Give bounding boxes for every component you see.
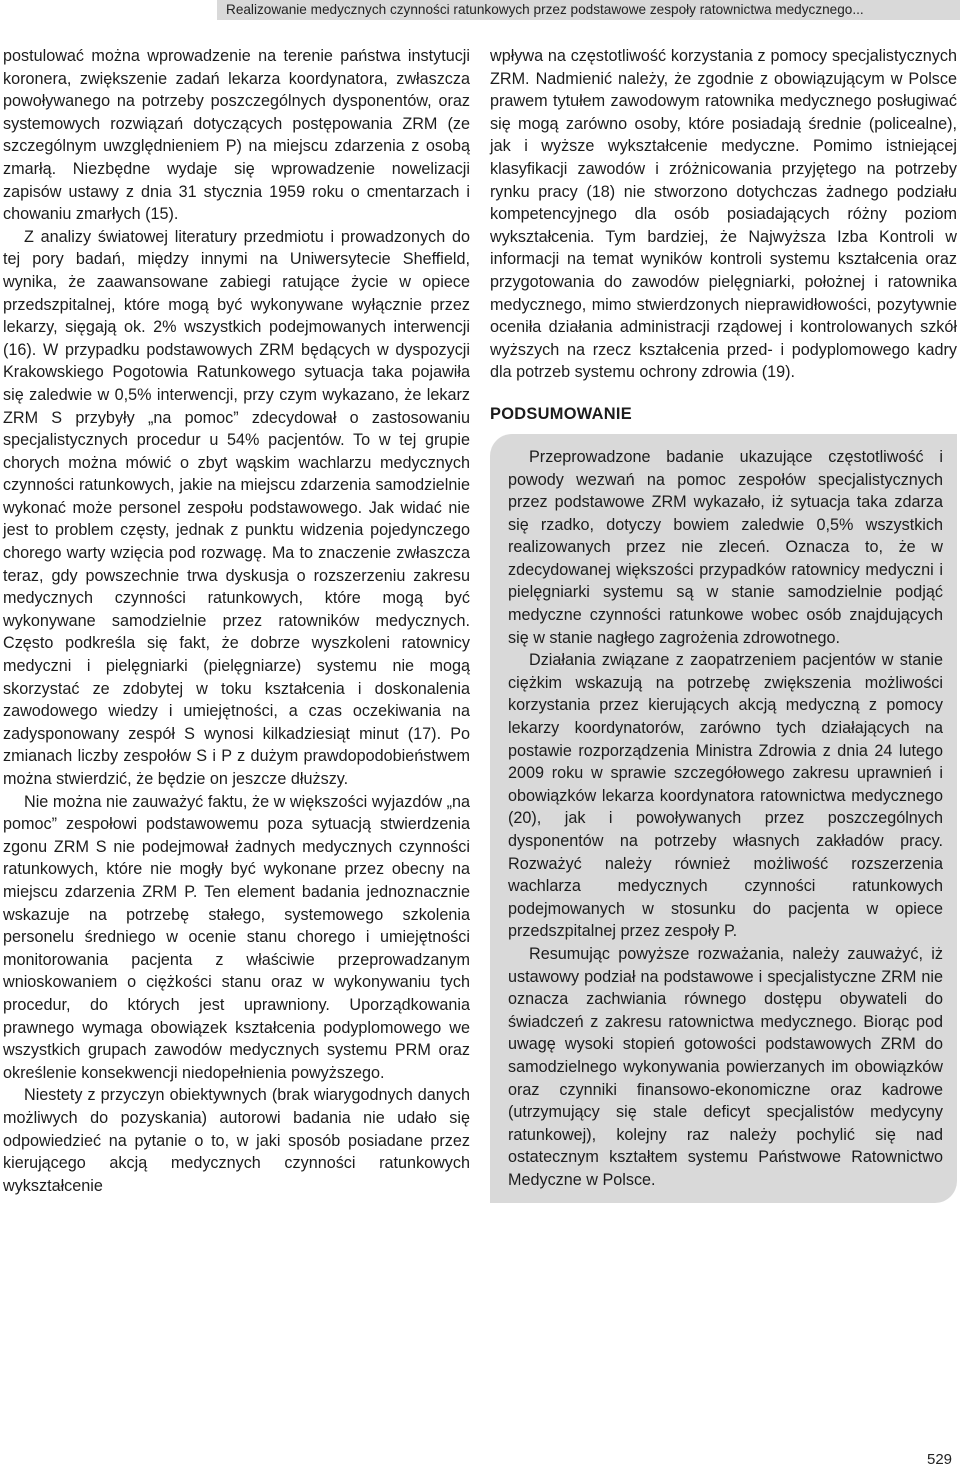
section-title: PODSUMOWANIE	[490, 404, 633, 423]
paragraph: wpływa na częstotliwość korzystania z pomocy specjalistycznych ZRM. Nadmienić należy, że zgodnie z obowiązującym w Polsce prawem tytułem zawodowym ratownika medycznego posługiwać się mogą zarówno osoby, które posiadają średnie (policealne), jak i wyższe wykształcenie medyczne. Pomimo istniejącej klasyfikacji zawodów i zróżnicowania przyjętego na potrzeby rynku pracy (18) nie stworzono dotychczas żadnego podziału kompetencyjnego dla osób posiadających różny poziom wykształcenia. Tym bardziej, że Najwyższa Izba Kontroli w informacji na temat wyników kontroli systemu kształcenia oraz przygotowania do zawodów pielęgniarki, położnej i ratownika medycznego, mimo stwierdzonych nieprawidłowości, pozytywnie oceniła działania administracji rządowej i kontrolowanych szkół wyższych na rzecz kształcenia przed- i podyplomowego kadry dla potrzeb systemu ochrony zdrowia (19).	[490, 47, 957, 382]
summary-box	[490, 434, 957, 1203]
summary-paragraph: Działania związane z zaopatrzeniem pacjentów w stanie ciężkim wskazują na potrzebę zwiększenia możliwości korzystania przez kierujących akcją medyczną z pomocy lekarzy koordynatorów, zarówno tych działających na postawie rozporządzenia Ministra Zdrowia z dnia 24 lutego 2009 roku w sprawie szczegółowego zakresu uprawnień i obowiązków lekarza koordynatora ratownictwa medycznego (20), jak i powoływanych przez poszczególnych dysponentów na potrzeby własnych zakładów pracy. Rozważyć należy również możliwość rozszerzenia wachlarza medycznych czynności ratunkowych podejmowanych w stosunku do pacjenta w opiece przedszpitalnej przez zespoły P.	[508, 651, 943, 941]
running-header: Realizowanie medycznych czynności ratunkowych przez podstawowe zespoły ratownictwa medycznego...	[226, 2, 864, 17]
paragraph: postulować można wprowadzenie na terenie państwa instytucji koronera, zwiększenie zadań lekarza koordynatora, zwłaszcza powoływanego na potrzeby poszczególnych dysponentów, oraz systemowych rozwiązań dotyczących postępowania ZRM (ze szczególnym uwzględnieniem P) na miejscu zdarzenia z osobą zmarłą. Niezbędne wydaje się wprowadzenie nowelizacji zapisów ustawy z dnia 31 stycznia 1959 roku o cmentarzach i chowaniu zmarłych (15).	[3, 47, 470, 224]
summary-paragraph: Resumując powyższe rozważania, należy zauważyć, iż ustawowy podział na podstawowe i specjalistyczne ZRM nie oznacza zachwiania równego dostępu obywateli do świadczeń z zakresu ratownictwa medycznego. Biorąc pod uwagę wysoki stopień gotowości podstawowych ZRM do samodzielnego wykonywania powierzanych im obowiązków oraz czynniki finansowo-ekonomiczne oraz kadrowe (utrzymujący się stale deficyt specjalistów medycyny ratunkowej), kolejny raz należy pochylić się nad ostatecznym kształtem systemu Państwowe Ratownictwo Medyczne w Polsce.	[508, 944, 943, 1189]
summary-paragraph: Przeprowadzone badanie ukazujące częstotliwość i powody wezwań na pomoc zespołów specjalistycznych przez podstawowe ZRM wykazało, iż sytuacja taka zdarza się rzadko, dotyczy bowiem zaledwie 0,5% wszystkich realizowanych przez nie zleceń. Oznacza to, że w zdecydowanej większości przypadków ratownicy medyczni i pielęgniarki systemu są w stanie samodzielnie podjąć medyczne czynności ratunkowe wobec osób znajdujących się w stanie nagłego zagrożenia zdrowotnego.	[508, 447, 943, 647]
paragraph: Z analizy światowej literatury przedmiotu i prowadzonych do tej pory badań, między innymi na Uniwersytecie Sheffield, wynika, że zaawansowane zabiegi ratujące życie w opiece przedszpitalnej, które mogą być wykonywane wyłącznie przez lekarzy, sięgają ok. 2% wszystkich podejmowanych interwencji (16). W przypadku podstawowych ZRM będących w dyspozycji Krakowskiego Pogotowia Ratunkowego sytuacja taka pojawiła się zaledwie w 0,5% interwencji, przy czym wykazano, że lekarz ZRM S przybyły „na pomoc” zdecydował o zastosowaniu specjalistycznych procedur u 54% pacjentów. To w tej grupie chorych można mówić o zbyt wąskim wachlarzu medycznych czynności ratunkowych, jakie na miejscu zdarzenia samodzielnie wykonać może personel zespołu podstawowego. Jak widać nie jest to problem częsty, jednak z punktu widzenia pojedynczego chorego warty wzięcia pod rozwagę. Ma to znaczenie zwłaszcza teraz, gdy powszechnie trwa dyskusja o rozszerzeniu zakresu medycznych czynności ratunkowych, które mogą być wykonywane samodzielnie przez ratowników medycznych. Często podkreśla się fakt, że dobrze wyszkoleni ratownicy medyczni i pielęgniarki (pielęgniarze) systemu nie mogą skorzystać ze zdobytej w toku kształcenia i doskonalenia zawodowego wiedzy i umiejętności, a czas oczekiwania na zadysponowany zespół S wynosi kilkadziesiąt minut (17). Po zmianach liczby zespołów S i P z dużym prawdopodobieństwem można stwierdzić, że będzie on jeszcze dłuższy.	[3, 227, 470, 788]
left-column	[3, 45, 470, 1197]
paragraph: Nie można nie zauważyć faktu, że w większości wyjazdów „na pomoc” zespołowi podstawowemu poza sytuacją stwierdzenia zgonu ZRM S nie podejmował żadnych medycznych czynności ratunkowych, które nie mogły być wykonane przez obecny na miejscu zdarzenia ZRM P. Ten element badania jednoznacznie wskazuje na potrzebę stałego, systemowego szkolenia personelu średniego w ocenie stanu chorego i umiejętności monitorowania pacjenta z właściwie przeprowadzanym wnioskowaniem o ciężkości stanu oraz w wykonywaniu tych procedur, do których jest uprawniony. Uporządkowania prawnego wymaga obowiązek kształcenia podyplomowego we wszystkich grupach zawodów medycznych systemu PRM oraz określenie konsekwencji niedopełnienia powyższego.	[3, 792, 470, 1082]
paragraph: Niestety z przyczyn obiektywnych (brak wiarygodnych danych możliwych do pozyskania) autorowi badania nie udało się odpowiedzieć na pytanie o to, w jaki sposób posiadane przez kierującego akcją medycznych czynności ratunkowych wykształcenie	[3, 1086, 470, 1195]
page-number: 529	[927, 1451, 953, 1468]
right-column	[490, 45, 957, 1203]
